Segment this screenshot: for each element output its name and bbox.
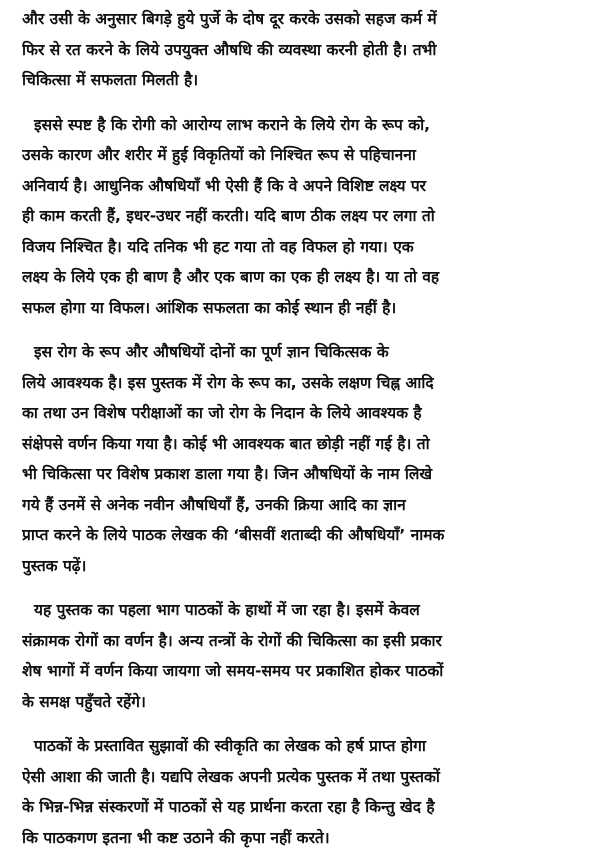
text-line: प्राप्त करने के लिये पाठक लेखक की ‘बीसवीं शताब्दी की औषधियाँ’ नामक bbox=[22, 520, 586, 551]
text-line: चिकित्सा में सफलता मिलती है। bbox=[22, 65, 586, 96]
text-line: ऐसी आशा की जाती है। यद्यपि लेखक अपनी प्रत्येक पुस्तक में तथा पुस्तकों bbox=[22, 762, 586, 793]
text-line: कि पाठकगण इतना भी कष्ट उठाने की कृपा नहीं करते। bbox=[22, 823, 586, 853]
text-line: उसके कारण और शरीर में हुई विकृतियों को निश्चित रूप से पहिचानना bbox=[22, 140, 586, 171]
text-line: के भिन्न-भिन्न संस्करणों में पाठकों से यह प्रार्थना करता रहा है किन्तु खेद है bbox=[22, 792, 586, 823]
paragraph-3 bbox=[22, 337, 586, 581]
text-line: भी चिकित्सा पर विशेष प्रकाश डाला गया है। जिन औषधियों के नाम लिखे bbox=[22, 459, 586, 490]
text-line: शेष भागों में वर्णन किया जायगा जो समय-समय पर प्रकाशित होकर पाठकों bbox=[22, 656, 586, 687]
text-line: इस रोग के रूप और औषधियों दोनों का पूर्ण ज्ञान चिकित्सक के bbox=[22, 337, 586, 368]
text-line: का तथा उन विशेष परीक्षाओं का जो रोग के निदान के लिये आवश्यक है bbox=[22, 398, 586, 429]
text-line: फिर से रत करने के लिये उपयुक्त औषधि की व्यवस्था करनी होती है। तभी bbox=[22, 35, 586, 66]
text-line: विजय निश्चित है। यदि तनिक भी हट गया तो वह विफल हो गया। एक bbox=[22, 232, 586, 263]
text-line: सफल होगा या विफल। आंशिक सफलता का कोई स्थान ही नहीं है। bbox=[22, 293, 586, 324]
text-line: संक्षेपसे वर्णन किया गया है। कोई भी आवश्यक बात छोड़ी नहीं गई है। तो bbox=[22, 429, 586, 460]
paragraph-1 bbox=[22, 4, 586, 96]
paragraph-4 bbox=[22, 595, 586, 717]
paragraph-5 bbox=[22, 731, 586, 853]
text-line: लिये आवश्यक है। इस पुस्तक में रोग के रूप का, उसके लक्षण चिह्न आदि bbox=[22, 368, 586, 399]
text-line: लक्ष्य के लिये एक ही बाण है और एक बाण का एक ही लक्ष्य है। या तो वह bbox=[22, 262, 586, 293]
text-line: संक्रामक रोगों का वर्णन है। अन्य तन्त्रों के रोगों की चिकित्सा का इसी प्रकार bbox=[22, 626, 586, 657]
text-line: पुस्तक पढ़ें। bbox=[22, 551, 586, 582]
text-line: और उसी के अनुसार बिगड़े हुये पुर्जे के दोष दूर करके उसको सहज कर्म में bbox=[22, 4, 586, 35]
text-line: अनिवार्य है। आधुनिक औषधियाँ भी ऐसी हैं कि वे अपने विशिष्ट लक्ष्य पर bbox=[22, 171, 586, 202]
text-line: के समक्ष पहुँचते रहेंगे। bbox=[22, 687, 586, 718]
text-line: पाठकों के प्रस्तावित सुझावों की स्वीकृति का लेखक को हर्ष प्राप्त होगा bbox=[22, 731, 586, 762]
paragraph-2 bbox=[22, 110, 586, 324]
text-line: यह पुस्तक का पहला भाग पाठकों के हाथों में जा रहा है। इसमें केवल bbox=[22, 595, 586, 626]
text-line: ही काम करती हैं, इधर-उधर नहीं करती। यदि बाण ठीक लक्ष्य पर लगा तो bbox=[22, 201, 586, 232]
text-line: इससे स्पष्ट है कि रोगी को आरोग्य लाभ कराने के लिये रोग के रूप को, bbox=[22, 110, 586, 141]
text-line: गये हैं उनमें से अनेक नवीन औषधियाँ हैं, उनकी क्रिया आदि का ज्ञान bbox=[22, 490, 586, 521]
